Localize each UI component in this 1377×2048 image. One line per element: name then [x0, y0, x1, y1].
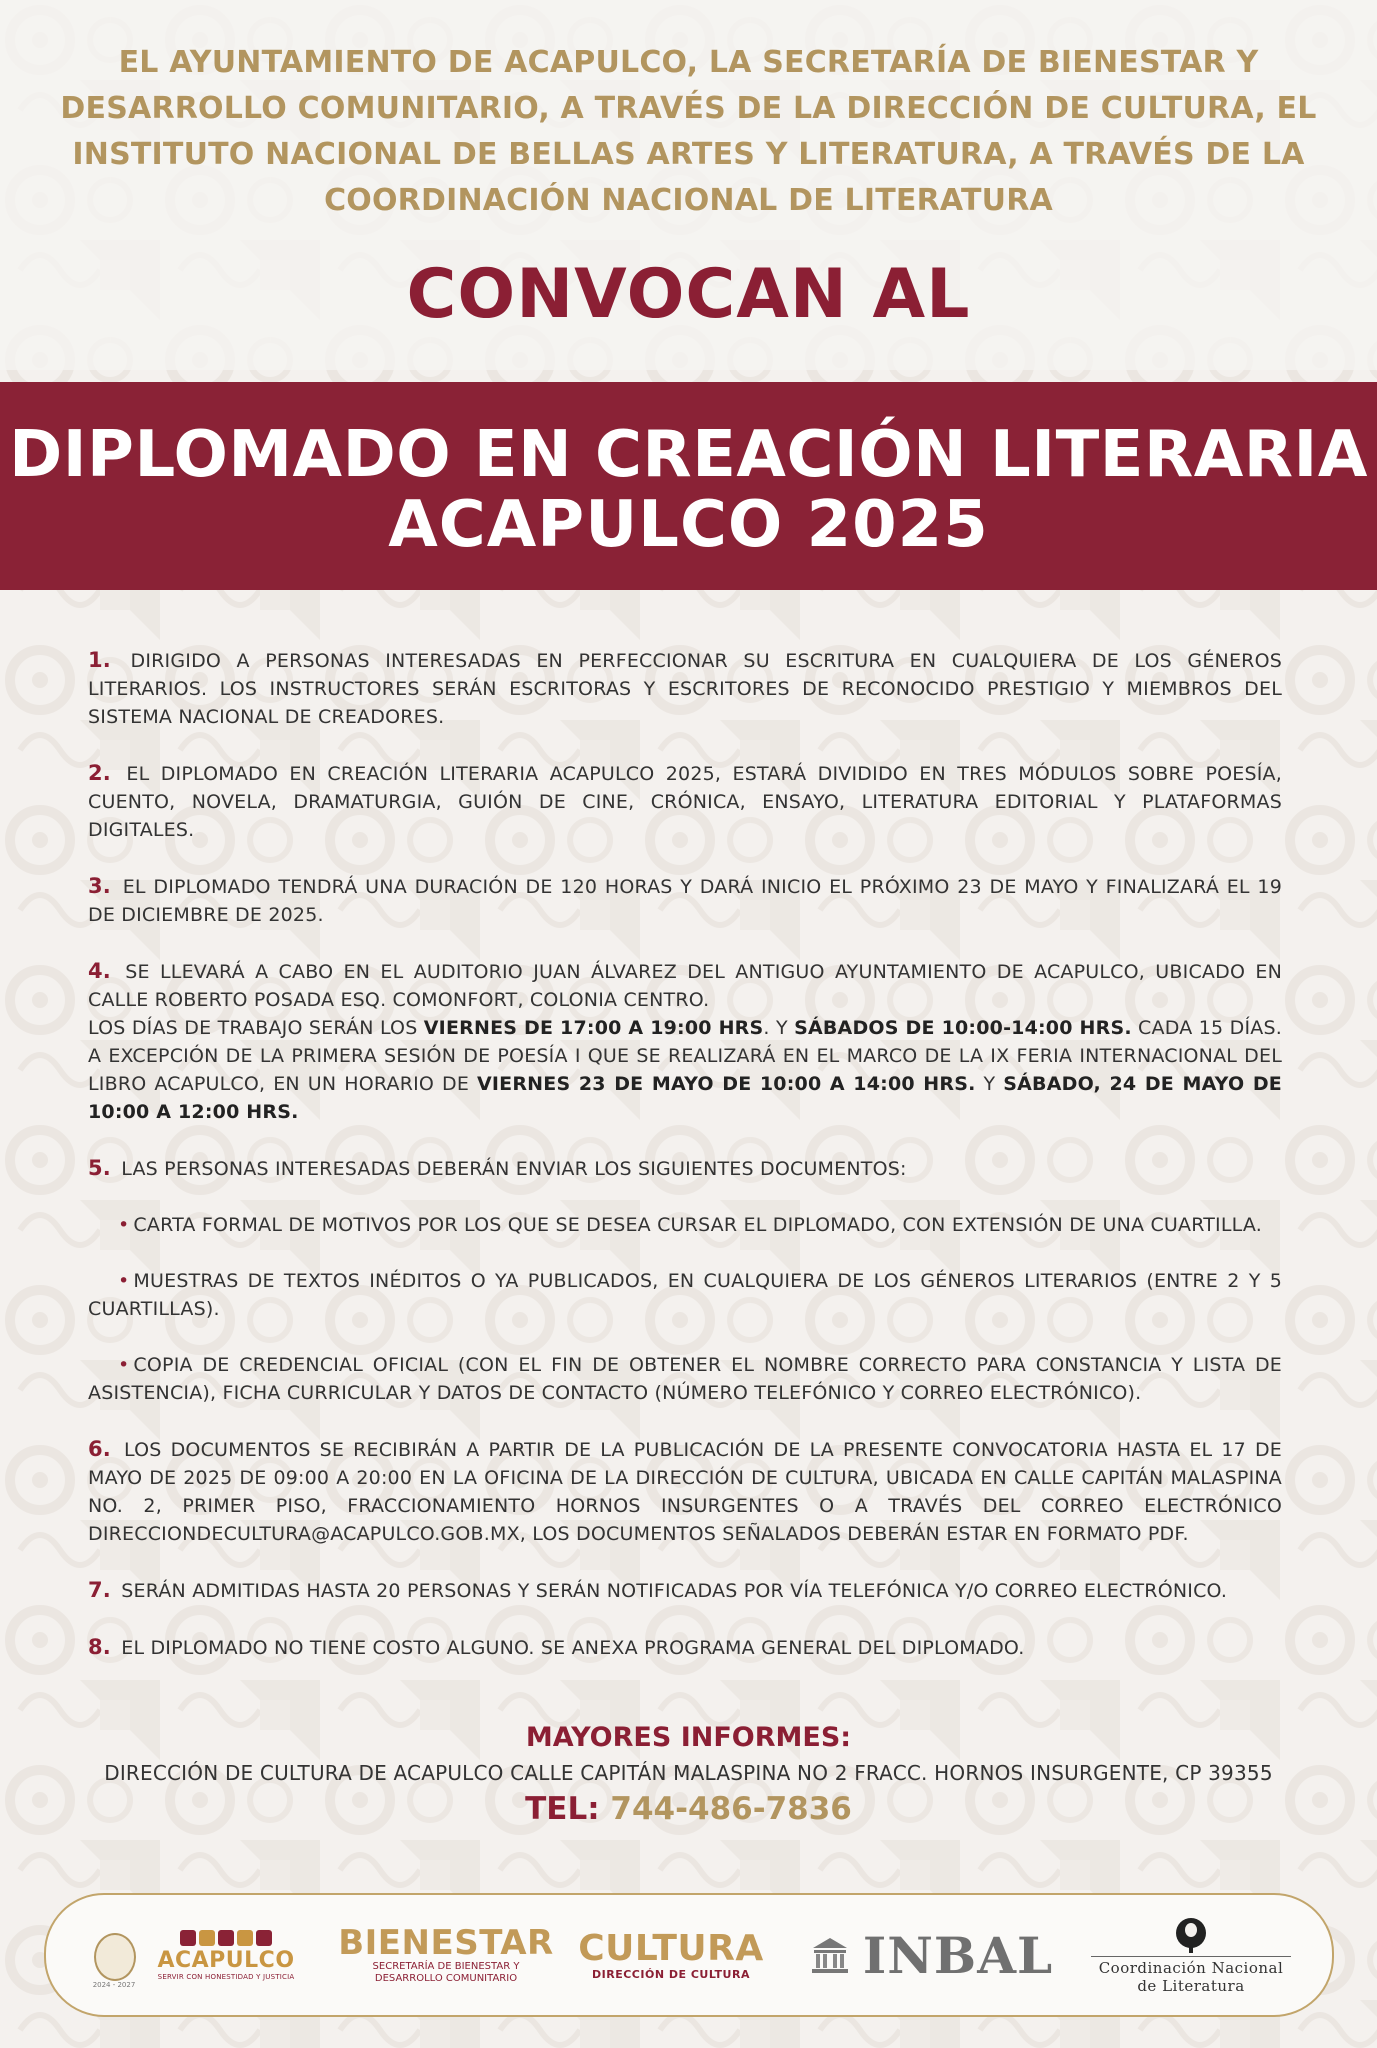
phone-number: 744-486-7836	[610, 1791, 852, 1827]
item-text: LOS DOCUMENTOS SE RECIBIRÁN A PARTIR DE LA PUBLICACIÓN DE LA PRESENTE CONVOCATORIA HASTA EL 17 DE MAYO DE 2025 DE 09:00 A 20:00 EN LA OFICINA DE LA DIRECCIÓN DE CULTURA, UBICADA EN CALLE CAPITÁN MALASPINA NO. 2, PRIMER PISO, FRACCIONAMIENTO HORNOS INSURGENTES O A TRAVÉS DEL CORREO ELECTRÓNICO DIRECCIONDECULTURA@ACAPULCO.GOB.MX, LOS DOCUMENTOS SEÑALADOS DEBERÁN ESTAR EN FORMATO PDF.	[88, 1439, 1282, 1545]
bullet-icon: •	[118, 1214, 130, 1236]
bullet-icon: •	[118, 1354, 130, 1376]
acapulco-logo	[156, 1895, 296, 2015]
item-6	[88, 1435, 1282, 1548]
bienestar-wordmark: BIENESTAR	[338, 1923, 554, 1963]
item-1	[88, 646, 1282, 731]
item-5	[88, 1154, 1282, 1183]
bullet-text: CARTA FORMAL DE MOTIVOS POR LOS QUE SE DESEA CURSAR EL DIPLOMADO, CON EXTENSIÓN DE UNA CUARTILLA.	[133, 1214, 1262, 1236]
intro-heading	[40, 40, 1337, 224]
bullet-text: MUESTRAS DE TEXTOS INÉDITOS O YA PUBLICADOS, EN CUALQUIERA DE LOS GÉNEROS LITERARIOS (ENTRE 2 Y 5 CUARTILLAS).	[88, 1270, 1282, 1320]
cultura-logo	[576, 1895, 766, 2015]
bullet-icon: •	[118, 1270, 130, 1292]
intro-line: DESARROLLO COMUNITARIO, A TRAVÉS DE LA DIRECCIÓN DE CULTURA, EL	[60, 91, 1317, 126]
bullet-text: COPIA DE CREDENCIAL OFICIAL (CON EL FIN DE OBTENER EL NOMBRE CORRECTO PARA CONSTANCIA Y LISTA DE ASISTENCIA), FICHA CURRICULAR Y DATOS DE CONTACTO (NÚMERO TELEFÓNICO Y CORREO ELECTRÓNICO).	[88, 1354, 1282, 1404]
item-text: LAS PERSONAS INTERESADAS DEBERÁN ENVIAR LOS SIGUIENTES DOCUMENTOS:	[121, 1158, 907, 1180]
item-text: SE LLEVARÁ A CABO EN EL AUDITORIO JUAN ÁLVAREZ DEL ANTIGUO AYUNTAMIENTO DE ACAPULCO, UBICADO EN CALLE ROBERTO POSADA ESQ. COMONFORT, COLONIA CENTRO.	[88, 961, 1282, 1011]
item-number: 5.	[88, 1156, 111, 1180]
banner-title-line-1: DIPLOMADO EN CREACIÓN LITERARIA	[9, 418, 1368, 492]
first-session-friday: VIERNES 23 DE MAYO DE 10:00 A 14:00 HRS.	[476, 1073, 976, 1095]
banner-title-line-2: ACAPULCO 2025	[388, 488, 989, 562]
cultura-subtitle: DIRECCIÓN DE CULTURA	[592, 1967, 750, 1981]
item-number: 2.	[88, 761, 111, 785]
item-number: 4.	[88, 959, 111, 983]
intro-line: EL AYUNTAMIENTO DE ACAPULCO, LA SECRETARÍA DE BIENESTAR Y	[118, 45, 1259, 80]
logo-bar	[44, 1893, 1334, 2017]
item-text: CADA 15 DÍAS. A EXCEPCIÓN DE LA PRIMERA SESIÓN DE POESÍA I QUE SE REALIZARÁ EN EL MARCO DE LA IX FERIA INTERNACIONAL DEL LIBRO ACAPULCO, EN UN HORARIO DE	[88, 1017, 1282, 1095]
inbal-wordmark: INBAL	[862, 1925, 1054, 1985]
item-4	[88, 957, 1282, 1126]
item-number: 1.	[88, 648, 111, 672]
convocan-heading: CONVOCAN AL	[406, 255, 971, 334]
first-session-saturday: SÁBADO, 24 DE MAYO DE 10:00 A 12:00 HRS.	[88, 1073, 1282, 1123]
item-text: EL DIPLOMADO TENDRÁ UNA DURACIÓN DE 120 HORAS Y DARÁ INICIO EL PRÓXIMO 23 DE MAYO Y FINALIZARÁ EL 19 DE DICIEMBRE DE 2025.	[88, 876, 1282, 926]
info-address: DIRECCIÓN DE CULTURA DE ACAPULCO CALLE CAPITÁN MALASPINA NO 2 FRACC. HORNOS INSURGENTE, CP 39355	[104, 1761, 1273, 1785]
intro-line: INSTITUTO NACIONAL DE BELLAS ARTES Y LITERATURA, A TRAVÉS DE LA	[72, 137, 1305, 172]
municipal-seal-icon	[94, 1933, 136, 1981]
item-number: 7.	[88, 1578, 111, 1602]
acapulco-slogan: SERVIR CON HONESTIDAD Y JUSTICIA	[157, 1972, 295, 1981]
bienestar-subtitle-2: DESARROLLO COMUNITARIO	[374, 1973, 518, 1984]
info-heading: MAYORES INFORMES:	[525, 1722, 852, 1753]
seal-years: 2024 - 2027	[92, 1981, 136, 1989]
item-8	[88, 1633, 1282, 1662]
title-banner	[0, 382, 1377, 590]
document-bullet	[88, 1211, 1282, 1239]
cnl-divider	[1091, 1956, 1291, 1957]
item-text: . Y	[763, 1017, 795, 1039]
item-text: DIRIGIDO A PERSONAS INTERESADAS EN PERFECCIONAR SU ESCRITURA EN CUALQUIERA DE LOS GÉNEROS LITERARIOS. LOS INSTRUCTORES SERÁN ESCRITORAS Y ESCRITORES DE RECONOCIDO PRESTIGIO Y MIEMBROS DEL SISTEMA NACIONAL DE CREADORES.	[88, 650, 1282, 728]
cultura-wordmark: CULTURA	[578, 1927, 764, 1969]
writer-silhouette-icon	[1174, 1916, 1208, 1954]
item-text: Y	[975, 1073, 1004, 1095]
document-bullet	[88, 1351, 1282, 1407]
item-number: 3.	[88, 874, 111, 898]
acapulco-blocks-icon	[180, 1930, 272, 1946]
bienestar-subtitle-1: SECRETARÍA DE BIENESTAR Y	[372, 1961, 520, 1972]
cnl-logo	[1076, 1895, 1306, 2015]
convocatoria-body	[88, 646, 1282, 1690]
schedule-saturday: SÁBADOS DE 10:00-14:00 HRS.	[794, 1017, 1132, 1039]
item-text: EL DIPLOMADO NO TIENE COSTO ALGUNO. SE ANEXA PROGRAMA GENERAL DEL DIPLOMADO.	[121, 1637, 1025, 1659]
item-2	[88, 759, 1282, 844]
item-number: 6.	[88, 1437, 111, 1461]
intro-line: COORDINACIÓN NACIONAL DE LITERATURA	[324, 183, 1053, 218]
info-phone	[0, 1791, 1377, 1827]
item-text: SERÁN ADMITIDAS HASTA 20 PERSONAS Y SERÁN NOTIFICADAS POR VÍA TELEFÓNICA Y/O CORREO ELECTRÓNICO.	[121, 1580, 1228, 1602]
item-3	[88, 872, 1282, 929]
item-7	[88, 1576, 1282, 1605]
acapulco-wordmark: ACAPULCO	[157, 1947, 295, 1973]
phone-label: TEL:	[525, 1791, 600, 1827]
palace-building-icon	[809, 1934, 851, 1976]
item-number: 8.	[88, 1635, 111, 1659]
cnl-line-2: de Literatura	[1137, 1976, 1245, 1995]
item-text: LOS DÍAS DE TRABAJO SERÁN LOS	[88, 1017, 424, 1039]
contact-info	[0, 1722, 1377, 1827]
document-bullet	[88, 1267, 1282, 1323]
cnl-line-1: Coordinación Nacional	[1098, 1958, 1284, 1977]
item-text: EL DIPLOMADO EN CREACIÓN LITERARIA ACAPULCO 2025, ESTARÁ DIVIDIDO EN TRES MÓDULOS SOBRE POESÍA, CUENTO, NOVELA, DRAMATURGIA, GUIÓN DE CINE, CRÓNICA, ENSAYO, LITERATURA EDITORIAL Y PLATAFORMAS DIGITALES.	[88, 763, 1282, 841]
bienestar-logo	[326, 1895, 566, 2015]
inbal-logo	[791, 1895, 1071, 2015]
schedule-friday: VIERNES DE 17:00 A 19:00 HRS	[423, 1017, 764, 1039]
